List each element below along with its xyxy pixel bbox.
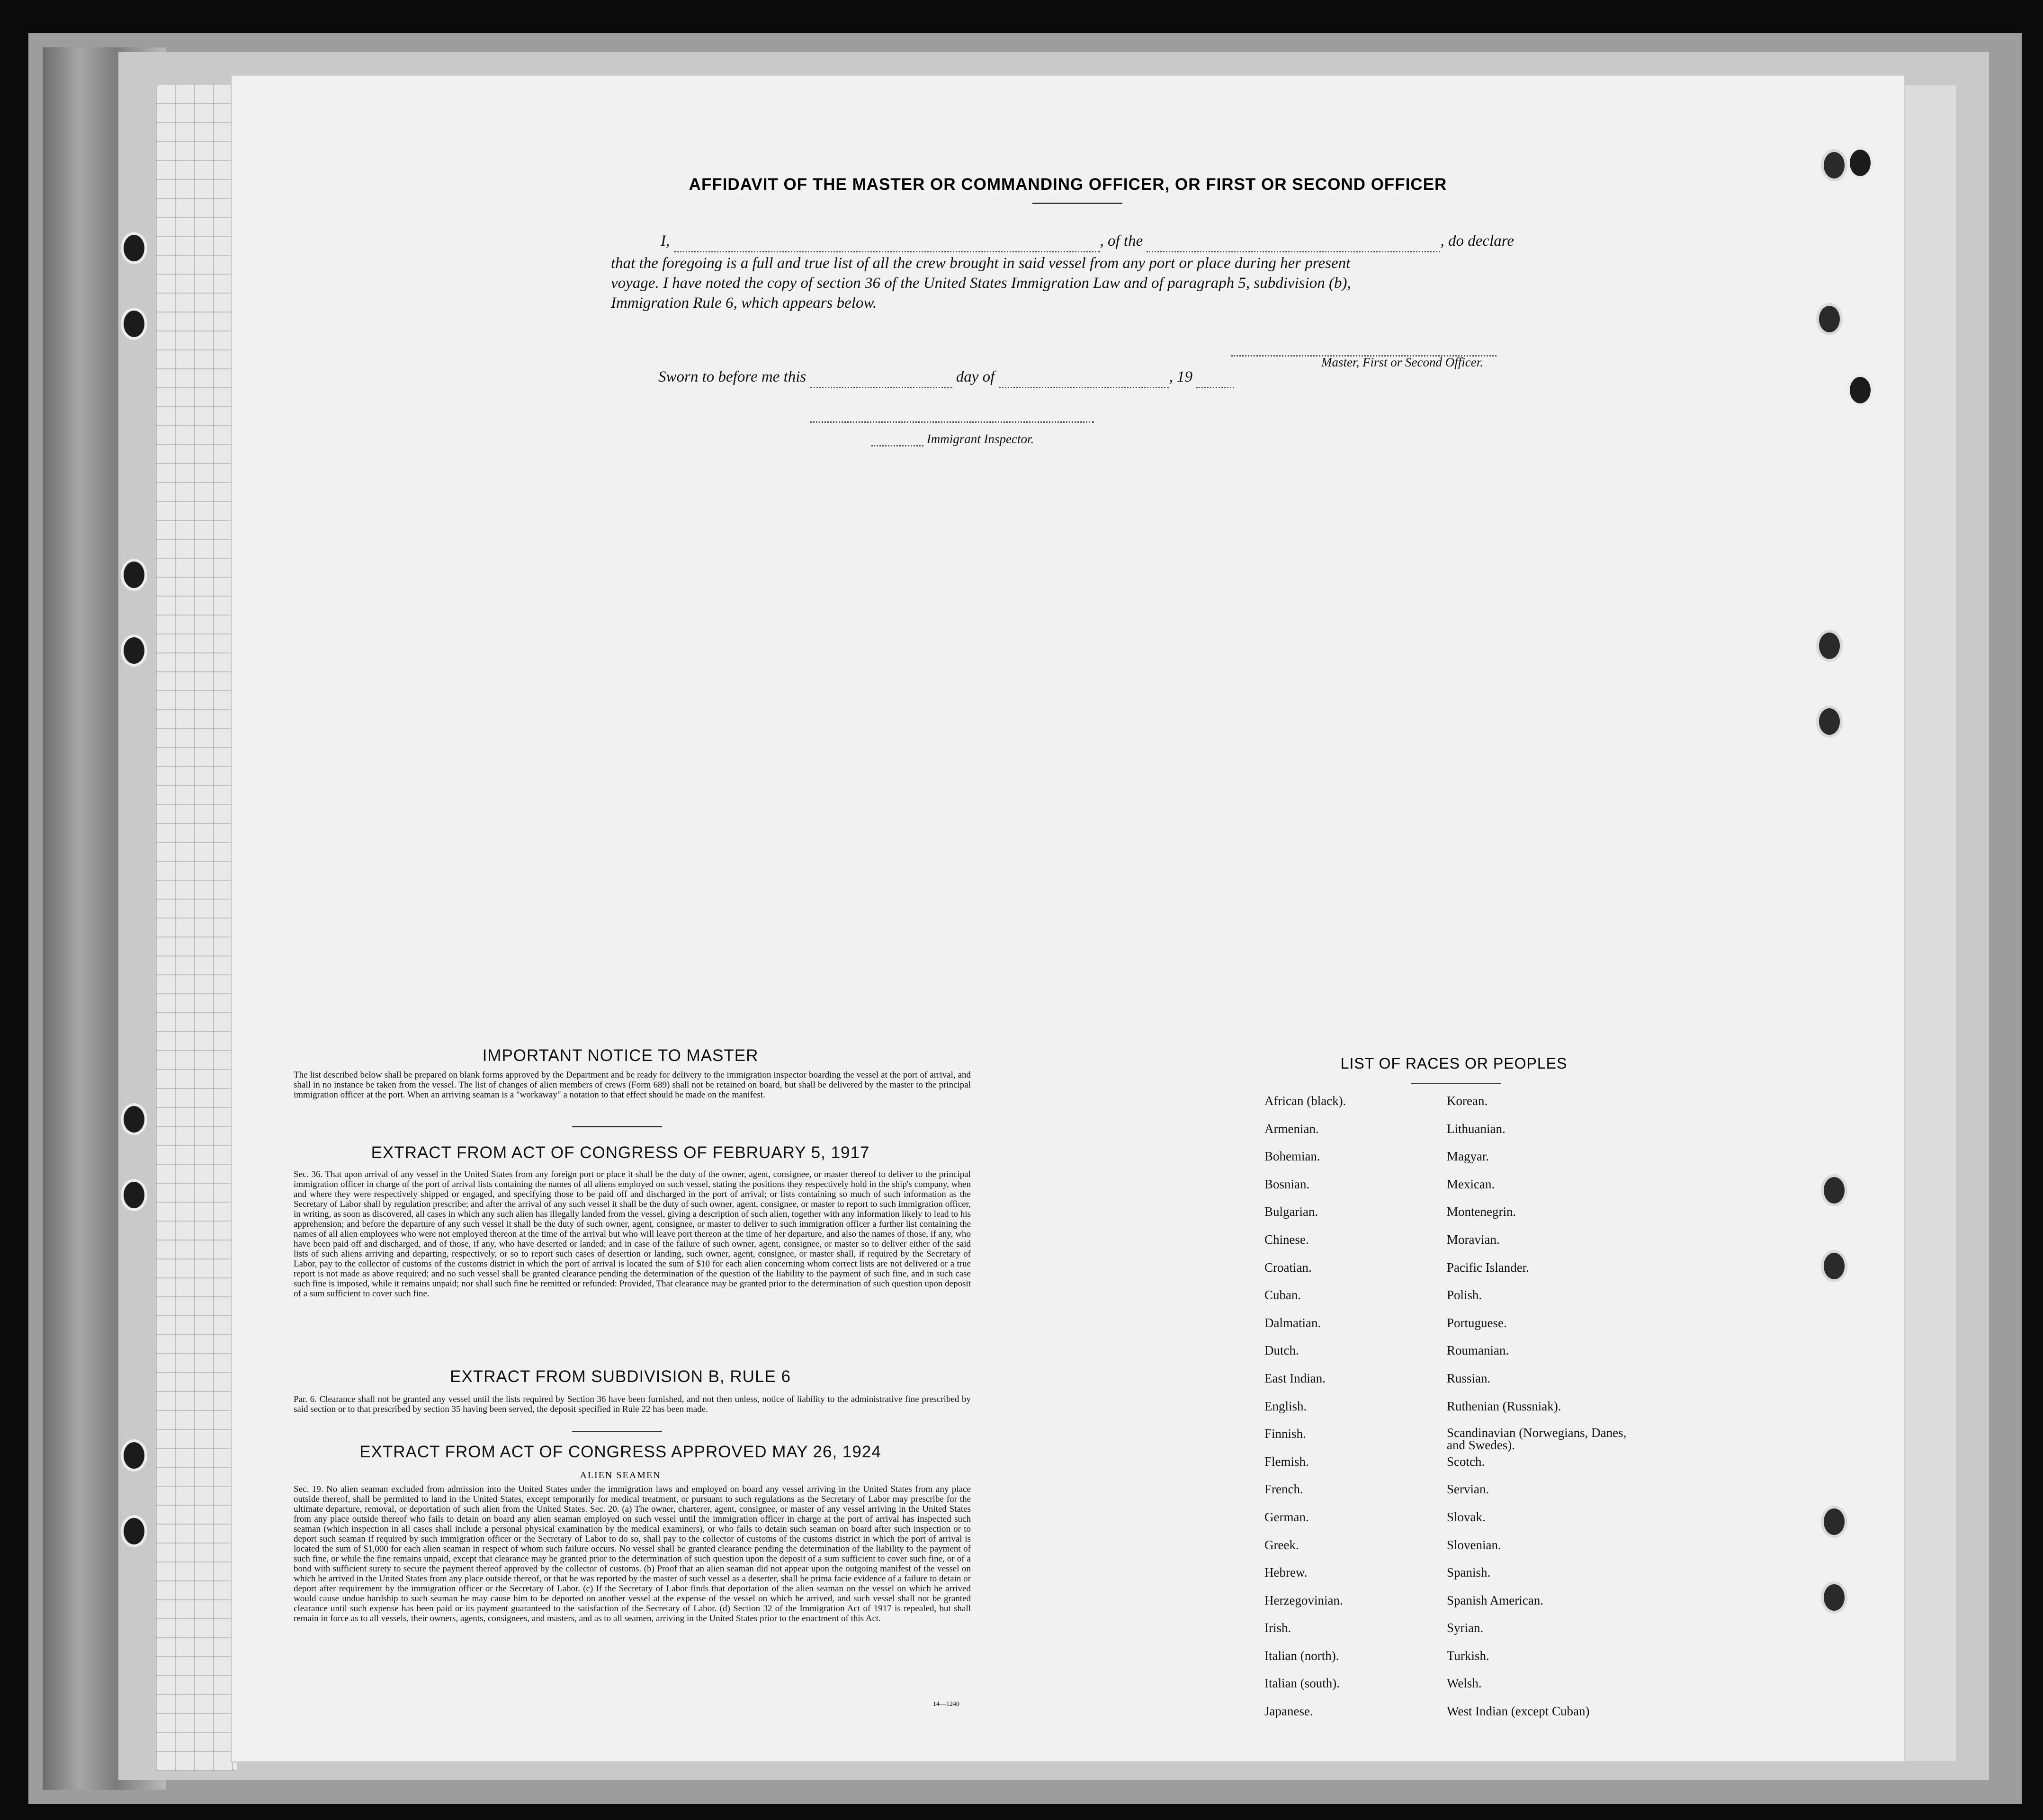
extract-1924-text: Sec. 19. No alien seaman excluded from admission into the United States under the immigration laws and employed on board any vessel arriving in the United States from any place outside thereof, shall be permitted to land in the United States, except temporarily for medical treatment, or pursuant to such regulations as the Secretary of Labor may prescribe for the ultimate departure, removal, or deportation of such alien from the United States. Sec. 20. (a) The owner, charterer, agent, consignee, or master of any vessel arriving in the United States from any place outside thereof who fails to detain on board any alien seaman employed on such vessel until the immigration officer in charge at the port of arrival has inspected such seaman (which inspection in all cases shall include a personal physical examination by the medical examiners), or who fails to detain such seaman on board after such inspection or to deport such seaman if required by such immigration officer or the Secretary of Labor to do so, shall pay to the collector of customs of the customs district in which the port of arrival is located the sum of $1,000 for each alien seaman in respect of whom such failure occurs. No vessel shall be granted clearance pending the determination of the liability to the payment of such fine, or while the fine remains unpaid, except that clearance may be granted prior to the determination of such question upon the deposit of a sum sufficient to cover such fine, or of a bond with sufficient surety to secure the payment thereof approved by the collector of customs. (b) Proof that an alien seaman did not appear upon the outgoing manifest of the vessel on which he arrived in the United States from any place outside thereof, or that he was reported by the master of such vessel as a deserter, shall be prima facie evidence of a failure to detain or deport after requirement by the immigration officer or the Secretary of Labor. (c) If the Secretary of Labor finds that deportation of the alien seaman on the vessel on which he arrived would cause undue hardship to such seaman he may cause him to be deported on another vessel at the expense of the vessel on which he arrived, and such vessel shall not be granted clearance until such expense has been paid or its payment guaranteed to the satisfaction of the Secretary of Labor. (d) Section 32 of the Immigration Act of 1917 is repealed, but shall remain in force as to all vessels, their owners, agents, consignees, and masters, and as to all seamen, arriving in the United States prior to the enactment of this Act. (294, 1484, 971, 1624)
race-item: Italian (south). (1264, 1676, 1340, 1691)
sworn-text: Sworn to before me this (658, 368, 806, 385)
manifest-page (232, 76, 1904, 1761)
race-item: Scandinavian (Norwegians, Danes, and Swedes). (1447, 1426, 1627, 1453)
affidavit-declare: , do declare (1440, 232, 1514, 250)
ledger-grid-strip (156, 85, 237, 1771)
race-item: Syrian. (1447, 1621, 1484, 1635)
extract-1917-text: Sec. 36. That upon arrival of any vessel in the United States from any foreign port or place it shall be the duty of the owner, agent, consignee, or master thereof to deliver to the principal immigration officer in charge of the port of arrival lists containing the names of all aliens employed on such vessel, stating the positions they respectively hold in the ship's company, when and where they were respectively shipped or engaged, and specifying those to be paid off and discharged in the port of arrival; or lists containing so much of such information as the Secretary of Labor shall by regulation prescribe; and after the arrival of any such vessel it shall be the duty of such owner, agent, consignee, or master to report to such immigration officer, in writing, as soon as discovered, all cases in which any such alien has illegally landed from the vessel, giving a description of such alien, together with any information likely to lead to his apprehension; and before the departure of any such vessel it shall be the duty of such owner, agent, consignee, or master to deliver to such immigration officer a further list containing the names of all alien employees who were not employed thereon at the time of the arrival but who will leave port thereon at the time of her departure, and also the names of those, if any, who have been paid off and discharged, and of those, if any, who have deserted or landed; and in case of the failure of such owner, agent, consignee, or master so to deliver either of the said lists of such aliens arriving and departing, respectively, or so to report such cases of desertion or landing, such owner, agent, consignee, or master shall, if required by the Secretary of Labor, pay to the collector of customs of the customs district in which the port of arrival is located the sum of $10 for each alien concerning whom correct lists are not delivered or a true report is not made as above required; and no such vessel shall be granted clearance pending the determination of the question of the liability to the payment of such fine, and in such case such fine is imposed, while it remains unpaid; nor shall such fine be remitted or refunded: Provided, That clearance may be granted prior to the determination of such question upon deposit of a sum sufficient to cover such fine. (294, 1169, 971, 1299)
race-item: Irish. (1264, 1621, 1291, 1635)
inspector-dots (871, 442, 923, 446)
affidavit-line-2: that the foregoing is a full and true list of all the crew brought in said vessel from any port or place during her present (611, 255, 1351, 272)
races-title: LIST OF RACES OR PEOPLES (1340, 1055, 1568, 1072)
punch-hole (1821, 149, 1847, 181)
race-item: Dutch. (1264, 1343, 1299, 1358)
race-item: Magyar. (1447, 1149, 1489, 1164)
race-item: Russian. (1447, 1371, 1491, 1385)
affidavit-i: I, (661, 232, 670, 250)
punch-hole (121, 1439, 147, 1472)
races-right-column (1447, 1094, 1636, 1732)
race-item: Italian (north). (1264, 1648, 1339, 1663)
race-item: Spanish. (1447, 1565, 1491, 1580)
race-item: Japanese. (1264, 1704, 1313, 1719)
race-item: Bosnian. (1264, 1177, 1310, 1191)
race-item: Finnish. (1264, 1427, 1306, 1441)
race-item: Korean. (1447, 1094, 1488, 1108)
punch-hole (121, 634, 147, 667)
notice-divider (572, 1126, 662, 1127)
race-item: German. (1264, 1509, 1309, 1524)
punch-hole (1821, 1174, 1847, 1206)
punch-hole (121, 1515, 147, 1547)
race-item: Slovak. (1447, 1509, 1486, 1524)
race-item: English. (1264, 1399, 1307, 1413)
notice-text: The list described below shall be prepared on blank forms approved by the Department and be ready for delivery to the immigration inspector boarding the vessel at the port of arrival, and shall in no instance be taken from the vessel. The list of changes of alien members of crews (Form 689) shall not be retained on board, but shall be delivered by the master to the principal immigration officer at the port. When an arriving seaman is a "workaway" a notation to that effect should be made on the manifest. (294, 1070, 971, 1100)
race-item: Greek. (1264, 1537, 1299, 1552)
rule6-divider (572, 1431, 662, 1432)
punch-hole (1816, 630, 1843, 662)
race-item: West Indian (except Cuban) (1447, 1704, 1590, 1719)
punch-hole (1821, 1250, 1847, 1282)
race-item: Montenegrin. (1447, 1204, 1516, 1219)
race-item: Dalmatian. (1264, 1315, 1321, 1330)
race-item: Spanish American. (1447, 1593, 1543, 1607)
sworn-month-blank[interactable] (999, 382, 1169, 388)
rule6-text: Par. 6. Clearance shall not be granted any vessel until the lists required by Section 36 have been furnished, and not then unless, notice of liability to the administrative fine prescribed by said section or to that prescribed by section 35 having been served, the deposit specified in Rule 22 has been made. (294, 1394, 971, 1414)
race-item: Armenian. (1264, 1121, 1319, 1136)
punch-hole (1821, 1581, 1847, 1614)
race-item: Bulgarian. (1264, 1204, 1318, 1219)
punch-hole (121, 559, 147, 591)
punch-hole (1816, 705, 1843, 738)
rule6-title: EXTRACT FROM SUBDIVISION B, RULE 6 (450, 1367, 791, 1386)
race-item: Lithuanian. (1447, 1121, 1505, 1136)
extract-1917-title: EXTRACT FROM ACT OF CONGRESS OF FEBRUARY 5, 1917 (371, 1143, 870, 1162)
race-item: Hebrew. (1264, 1565, 1308, 1580)
sworn-line (658, 366, 1558, 388)
sworn-year-blank[interactable] (1196, 382, 1234, 388)
race-item: African (black). (1264, 1094, 1346, 1108)
punch-hole (1847, 374, 1873, 406)
alien-seamen-subtitle: ALIEN SEAMEN (580, 1470, 661, 1481)
race-item: Polish. (1447, 1288, 1482, 1303)
notice-title: IMPORTANT NOTICE TO MASTER (482, 1046, 759, 1065)
race-item: Mexican. (1447, 1177, 1495, 1191)
race-item: French. (1264, 1482, 1303, 1497)
extract-1924-title: EXTRACT FROM ACT OF CONGRESS APPROVED MAY 26, 1924 (359, 1443, 881, 1461)
race-item: Scotch. (1447, 1454, 1485, 1469)
sworn-day-blank[interactable] (810, 382, 952, 388)
affidavit-line-1 (661, 230, 1778, 252)
race-item: East Indian. (1264, 1371, 1326, 1385)
master-label: Master, First or Second Officer. (1321, 355, 1483, 369)
race-item: Cuban. (1264, 1288, 1301, 1303)
form-number: 14—1240 (933, 1701, 959, 1708)
race-item: Bohemian. (1264, 1149, 1320, 1164)
punch-hole (1816, 303, 1843, 335)
inspector-signature-blank[interactable] (810, 417, 1094, 423)
inspector-label (871, 432, 1156, 446)
race-item: Pacific Islander. (1447, 1260, 1529, 1275)
race-item: Chinese. (1264, 1232, 1309, 1247)
affidavit-line-3: voyage. I have noted the copy of section 36 of the United States Immigration Law and of paragraph 5, subdivision (b), (611, 275, 1351, 292)
race-item: Flemish. (1264, 1454, 1309, 1469)
inspector-label-text: Immigrant Inspector. (926, 432, 1034, 446)
affidavit-of-the: , of the (1100, 232, 1143, 250)
affidavit-title: AFFIDAVIT OF THE MASTER OR COMMANDING OFFICER, OR FIRST OR SECOND OFFICER (689, 175, 1447, 194)
punch-hole (1821, 1506, 1847, 1538)
race-item: Portuguese. (1447, 1315, 1507, 1330)
title-underline (1032, 203, 1122, 204)
race-item: Roumanian. (1447, 1343, 1509, 1358)
punch-hole (121, 232, 147, 264)
race-item: Ruthenian (Russniak). (1447, 1399, 1561, 1413)
race-item: Croatian. (1264, 1260, 1312, 1275)
race-item: Servian. (1447, 1482, 1489, 1497)
punch-hole (121, 1179, 147, 1211)
races-underline (1411, 1083, 1501, 1084)
affidavit-line-4: Immigration Rule 6, which appears below. (611, 294, 877, 312)
race-item: Slovenian. (1447, 1537, 1501, 1552)
race-item: Moravian. (1447, 1232, 1500, 1247)
day-of-text: day of (956, 368, 995, 385)
punch-hole (121, 308, 147, 340)
race-item: Welsh. (1447, 1676, 1482, 1691)
year-text: , 19 (1169, 368, 1193, 385)
punch-hole (1847, 147, 1873, 179)
race-item: Turkish. (1447, 1648, 1489, 1663)
punch-hole (121, 1103, 147, 1135)
race-item: Herzegovinian. (1264, 1593, 1343, 1607)
